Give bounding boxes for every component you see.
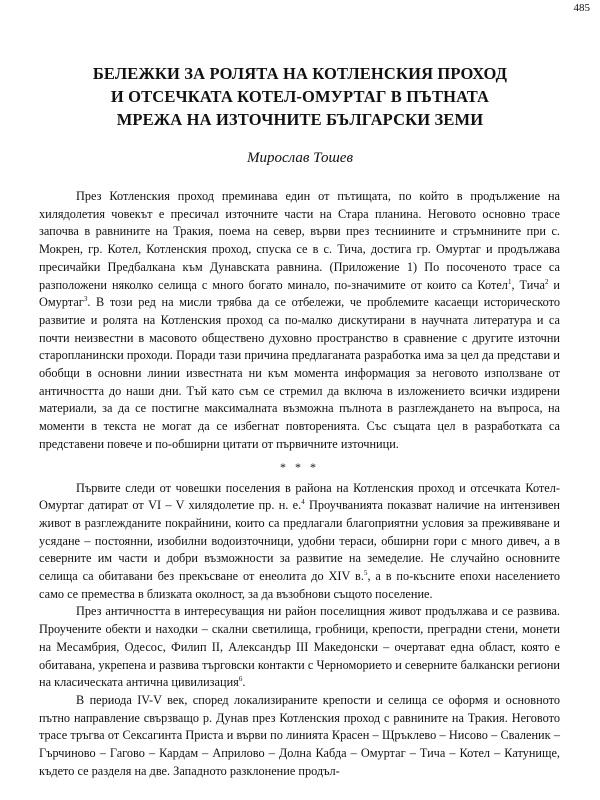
paragraph-1 [39,188,560,454]
paragraph-text: , а в по-късните епохи населението само се премества в близката околност, за да възобнови същото поселение. [39,569,560,601]
paragraph-text: . В този ред на мисли трябва да се отбележи, че проблемите касаещи историческото развитие и ролята на Котленския проход са по-малко дискутирани в научната литература и са почти неизвестни в масовото обществено духовно пространство в сравнение с другите източни старопланински проходи. Поради тази причина предлаганата разработка има за цел да представи и обобщи в основни линии известната ни към момента информация за неговото използване от античността до наши дни. Тъй като съм се стремил да включа в изложението всички издирени материали, за да се постигне максималната възможна пълнота в разглеждането на въпроса, на моменти в текста не могат да се избегнат повторенията. Със същата цел в разработката са представени повече и по-обширни цитати от първичните източници. [39,295,560,451]
title-line-3: МРЕЖА НА ИЗТОЧНИТЕ БЪЛГАРСКИ ЗЕМИ [116,110,484,129]
paragraph-3 [39,603,560,692]
article-title [24,62,576,131]
paragraph-text: . [242,675,246,690]
paragraph-text: В периода IV-V век, според локализираните крепости и селища се оформя и основното пътно направление свързващо р. Дунав през Котленския проход с равнините на Тракия. Неговото трасе тръгва от Сексагинта Приста и върви по линията Красен – Щръклево – Нисово – Сваленик – Гърчиново – Гагово – Кардам – Априлово – Долна Кабда – Омуртаг – Тича – Котел – Катунище, където се разделя на две. Западното разклонение продъл- [39,692,560,778]
footnote-ref: 3 [83,295,88,304]
paragraph-text: Проучванията показват наличие на интензивен живот в разглежданите покрайнини, които са предлагали благоприятни условия за преживяване и усядане – постоянни, изобилни водоизточници, удобни тераси, обширни гори с много дивеч, а в северните им части и добри възможности за развитие на земеделие. Не случайно основните селища са обитавани без прекъсване от енеолита до XIV в. [39,498,561,584]
footnote-ref: 6 [238,675,243,684]
title-line-1: БЕЛЕЖКИ ЗА РОЛЯТА НА КОТЛЕНСКИЯ ПРОХОД [92,64,508,83]
paragraph-text: , Тича [511,277,545,292]
footnote-ref: 2 [544,277,549,286]
paragraph-text: и Омуртаг [39,277,561,310]
footnote-ref: 5 [363,568,368,577]
paragraph-text: През античността в интересуващия ни район поселищния живот продължава и се развива. Проучените обекти и находки – скални светилища, гробници, крепости, преградни стени, монети на Месамбрия, Одесос, Филип II, Александър III Македонски – очертават една област, която е обитавана, укрепена и развива търговски контакти с Черноморието и северните балкански региони на класическата антична цивилизация [39,604,560,690]
title-line-2: И ОТСЕЧКАТА КОТЕЛ-ОМУРТАГ В ПЪТНАТА [110,87,490,106]
page-number: 485 [573,2,590,14]
article-body [39,188,560,781]
footnote-ref: 4 [301,498,305,507]
paragraph-text: През Котленския проход преминава един от пътищата, по който в продължение на хилядолетия човекът е пресичал източните части на Стара планина. Неговото основно трасе започва в равнините на Тракия, поема на север, върви през тесниините и стръмнините при с. Мокрен, гр. Котел, Котленския проход, спуска се в с. Тича, достига гр. Омуртаг и продължава пресичайки Предбалкана към Дунавската равнина. (Приложение 1) По посоченото трасе са разположени няколко селища с много богато минало, по-значимите от които са Котел [39,189,560,292]
footnote-ref: 1 [507,277,512,286]
author-name: Мирослав Тошев [247,150,353,166]
paragraph-4 [39,692,560,781]
section-separator: * * * [280,459,319,474]
paragraph-text: Първите следи от човешки поселения в района на Котленския проход и отсечката Котел-Омуртаг датират от VI – V хилядолетие пр. н. е. [39,480,560,513]
paragraph-2 [39,480,560,604]
